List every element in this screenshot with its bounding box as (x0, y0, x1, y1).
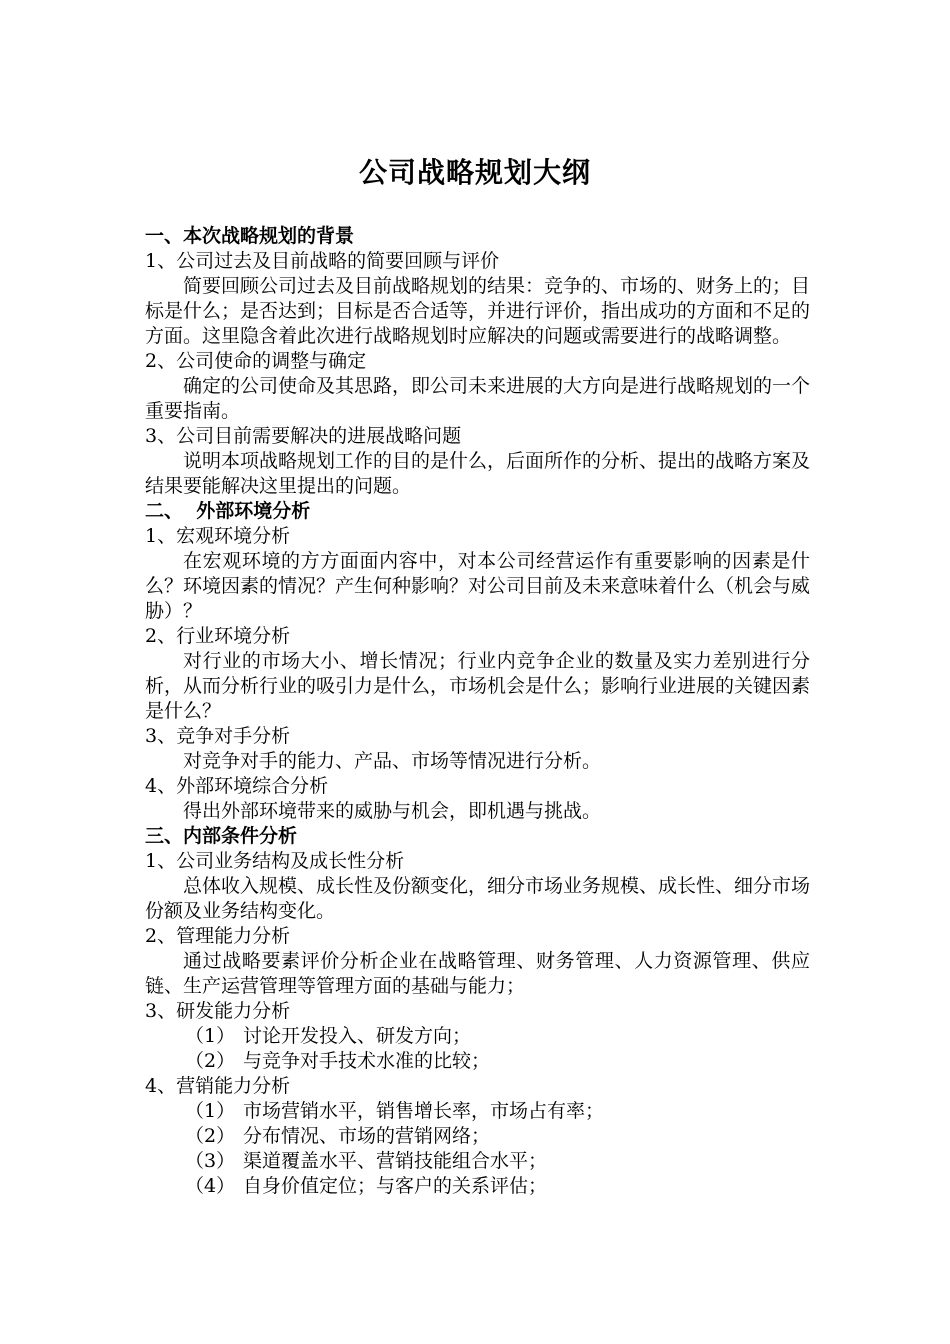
paragraph: 对竞争对手的能力、产品、市场等情况进行分析。 (183, 750, 602, 772)
paragraph: 确定的公司使命及其思路，即公司未来进展的大方向是进行战略规划的一个重要指南。 (145, 375, 811, 422)
paragraph: 简要回顾公司过去及目前战略规划的结果：竞争的、市场的、财务上的；目标是什么；是否达到；目标是否合适等，并进行评价，指出成功的方面和不足的方面。这里隐含着此次进行战略规划时应解决的问题或需要进行的战略调整。 (145, 275, 811, 347)
list-item-text: 分布情况、市场的营销网络； (243, 1125, 491, 1147)
subsection-heading: 1、宏观环境分析 (145, 525, 291, 547)
subsection-heading: 4、营销能力分析 (145, 1075, 291, 1097)
list-item (145, 1174, 810, 1199)
paragraph: 得出外部环境带来的威胁与机会，即机遇与挑战。 (183, 800, 602, 822)
list-item-number: （2） (185, 1125, 236, 1147)
list-item-text: 市场营销水平，销售增长率，市场占有率； (243, 1100, 605, 1122)
list-item (145, 1149, 810, 1174)
list-item-number: （4） (185, 1175, 236, 1197)
paragraph: 对行业的市场大小、增长情况；行业内竞争企业的数量及实力差别进行分析，从而分析行业的吸引力是什么，市场机会是什么；影响行业进展的关键因素是什么？ (145, 650, 811, 722)
subsection-heading: 4、外部环境综合分析 (145, 775, 329, 797)
subsection-heading: 1、公司业务结构及成长性分析 (145, 850, 405, 872)
list-item-text: 与竞争对手技术水准的比较； (243, 1050, 491, 1072)
subsection-heading: 2、管理能力分析 (145, 925, 291, 947)
section-heading-external: 二、 外部环境分析 (145, 500, 311, 522)
paragraph: 总体收入规模、成长性及份额变化，细分市场业务规模、成长性、细分市场份额及业务结构变化。 (145, 875, 811, 922)
list-item-text: 渠道覆盖水平、营销技能组合水平； (243, 1150, 548, 1172)
paragraph: 在宏观环境的方方面面内容中，对本公司经营运作有重要影响的因素是什么？环境因素的情况？产生何种影响？对公司目前及未来意味着什么（机会与威胁）？ (145, 550, 811, 622)
list-item (145, 1049, 810, 1074)
section-heading-background: 一、本次战略规划的背景 (145, 225, 355, 247)
page-title: 公司战略规划大纲 (358, 156, 591, 189)
list-item-number: （1） (185, 1100, 236, 1122)
subsection-heading: 3、竞争对手分析 (145, 725, 291, 747)
list-item-text: 自身价值定位；与客户的关系评估； (243, 1175, 548, 1197)
document-body (145, 224, 810, 1199)
section-heading-internal: 三、内部条件分析 (145, 825, 298, 847)
paragraph: 说明本项战略规划工作的目的是什么，后面所作的分析、提出的战略方案及结果要能解决这里提出的问题。 (145, 450, 811, 497)
list-item (145, 1099, 810, 1124)
list-item-text: 讨论开发投入、研发方向； (243, 1025, 472, 1047)
list-item (145, 1124, 810, 1149)
list-item (145, 1024, 810, 1049)
paragraph: 通过战略要素评价分析企业在战略管理、财务管理、人力资源管理、供应链、生产运营管理等管理方面的基础与能力； (145, 950, 810, 997)
subsection-heading: 1、公司过去及目前战略的简要回顾与评价 (145, 250, 500, 272)
list-item-number: （1） (185, 1025, 236, 1047)
list-item-number: （2） (185, 1050, 236, 1072)
subsection-heading: 3、公司目前需要解决的进展战略问题 (145, 425, 462, 447)
subsection-heading: 3、研发能力分析 (145, 1000, 291, 1022)
subsection-heading: 2、行业环境分析 (145, 625, 291, 647)
subsection-heading: 2、公司使命的调整与确定 (145, 350, 367, 372)
list-item-number: （3） (185, 1150, 236, 1172)
